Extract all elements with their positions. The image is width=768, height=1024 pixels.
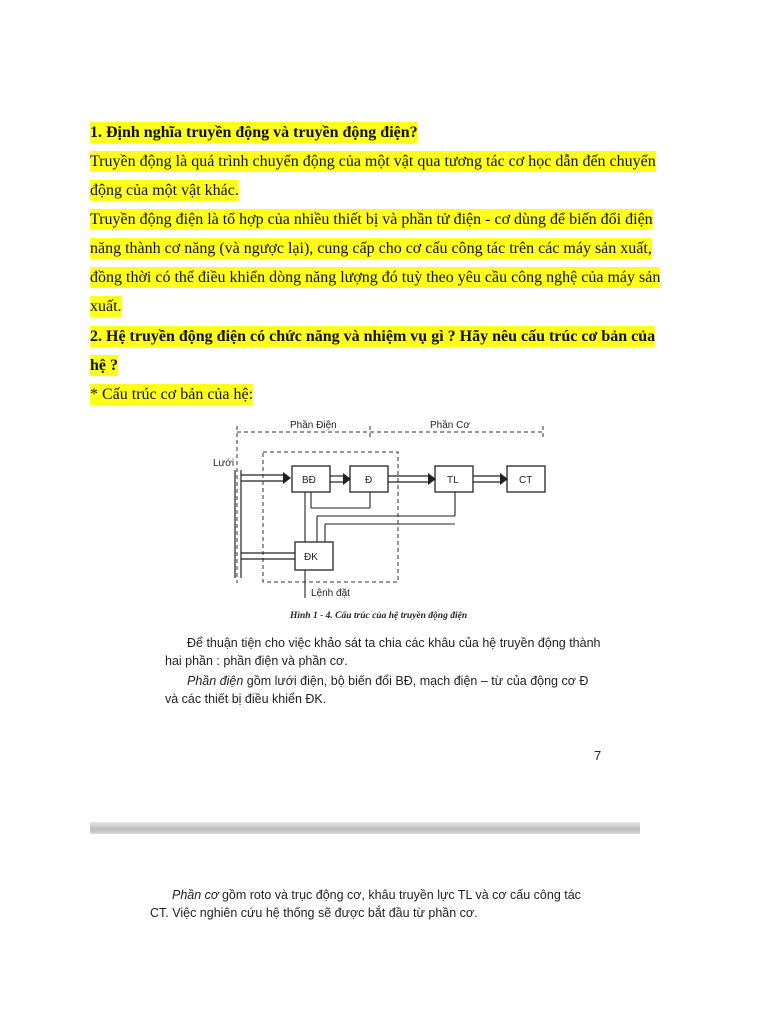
scan-paragraph-2-line-2: và các thiết bị điều khiển ĐK.: [165, 692, 327, 706]
label-phan-dien: Phần Điện: [290, 420, 337, 431]
scan-paragraph-1-line-1: Để thuận tiện cho việc khảo sát ta chia các khâu của hệ truyền động thành: [187, 636, 601, 650]
paragraph-1-line-1: Truyền động là quá trình chuyển động của một vật qua tương tác cơ học dẫn đến chuyển: [90, 153, 656, 170]
structure-label: [90, 380, 680, 409]
label-luoi: Lưới: [213, 458, 235, 469]
block-d-label: Đ: [365, 475, 373, 486]
label-lenh-dat: Lệnh đặt: [311, 588, 350, 599]
figure-caption: Hình 1 - 4. Cấu trúc của hệ truyền động điện: [290, 611, 468, 621]
paragraph-2-line-1: Truyền động điện là tổ hợp của nhiều thiết bị và phần tử điện - cơ dùng để biến đổi điện: [90, 211, 653, 228]
heading-2: [90, 322, 680, 380]
scan-paragraph-2-rest: gồm lưới điện, bộ biến đổi BĐ, mạch điện – từ của động cơ Đ: [243, 674, 589, 688]
paragraph-2-line-3: đồng thời có thể điều khiển dòng năng lượng đó tuỳ theo yêu cầu công nghệ của máy sản: [90, 269, 661, 286]
label-phan-co: Phần Cơ: [430, 420, 470, 431]
scan-paragraph-1: [165, 634, 615, 670]
structure-diagram: [205, 408, 565, 608]
paragraph-2-line-2: năng thành cơ năng (và ngược lại), cung cấp cho cơ cấu công tác trên các máy sản xuất,: [90, 240, 652, 257]
scan-paragraph-3: [150, 886, 610, 922]
scan-paragraph-3-rest: gồm roto và trục động cơ, khâu truyền lực TL và cơ cấu công tác: [218, 888, 581, 902]
block-bd-label: BĐ: [302, 475, 316, 486]
block-ct-label: CT: [519, 475, 533, 486]
scan-paragraph-2: [165, 672, 615, 708]
page-divider: [90, 822, 640, 834]
paragraph-1: [90, 147, 680, 205]
heading-2-line-2: hệ ?: [90, 357, 118, 374]
heading-1: [90, 118, 680, 147]
paragraph-1-line-2: động của một vật khác.: [90, 182, 239, 199]
paragraph-2-line-4: xuất.: [90, 298, 122, 315]
scan-paragraph-3-line-2: CT. Việc nghiên cứu hệ thống sẽ được bắt đầu từ phần cơ.: [150, 906, 478, 920]
scan-term-phan-dien: Phần điện: [187, 674, 244, 688]
structure-label-text: * Cấu trúc cơ bản của hệ:: [90, 386, 254, 403]
paragraph-2: [90, 205, 680, 321]
page-number: 7: [594, 748, 602, 763]
scan-paragraph-1-line-2: hai phần : phần điện và phần cơ.: [165, 654, 348, 668]
block-tl-label: TL: [447, 475, 459, 486]
heading-1-text: 1. Định nghĩa truyền động và truyền động điện?: [90, 124, 418, 141]
scan-term-phan-co: Phần cơ: [172, 888, 219, 902]
block-dk-label: ĐK: [304, 552, 318, 563]
heading-2-line-1: 2. Hệ truyền động điện có chức năng và nhiệm vụ gì ? Hãy nêu cấu trúc cơ bản của: [90, 328, 656, 345]
